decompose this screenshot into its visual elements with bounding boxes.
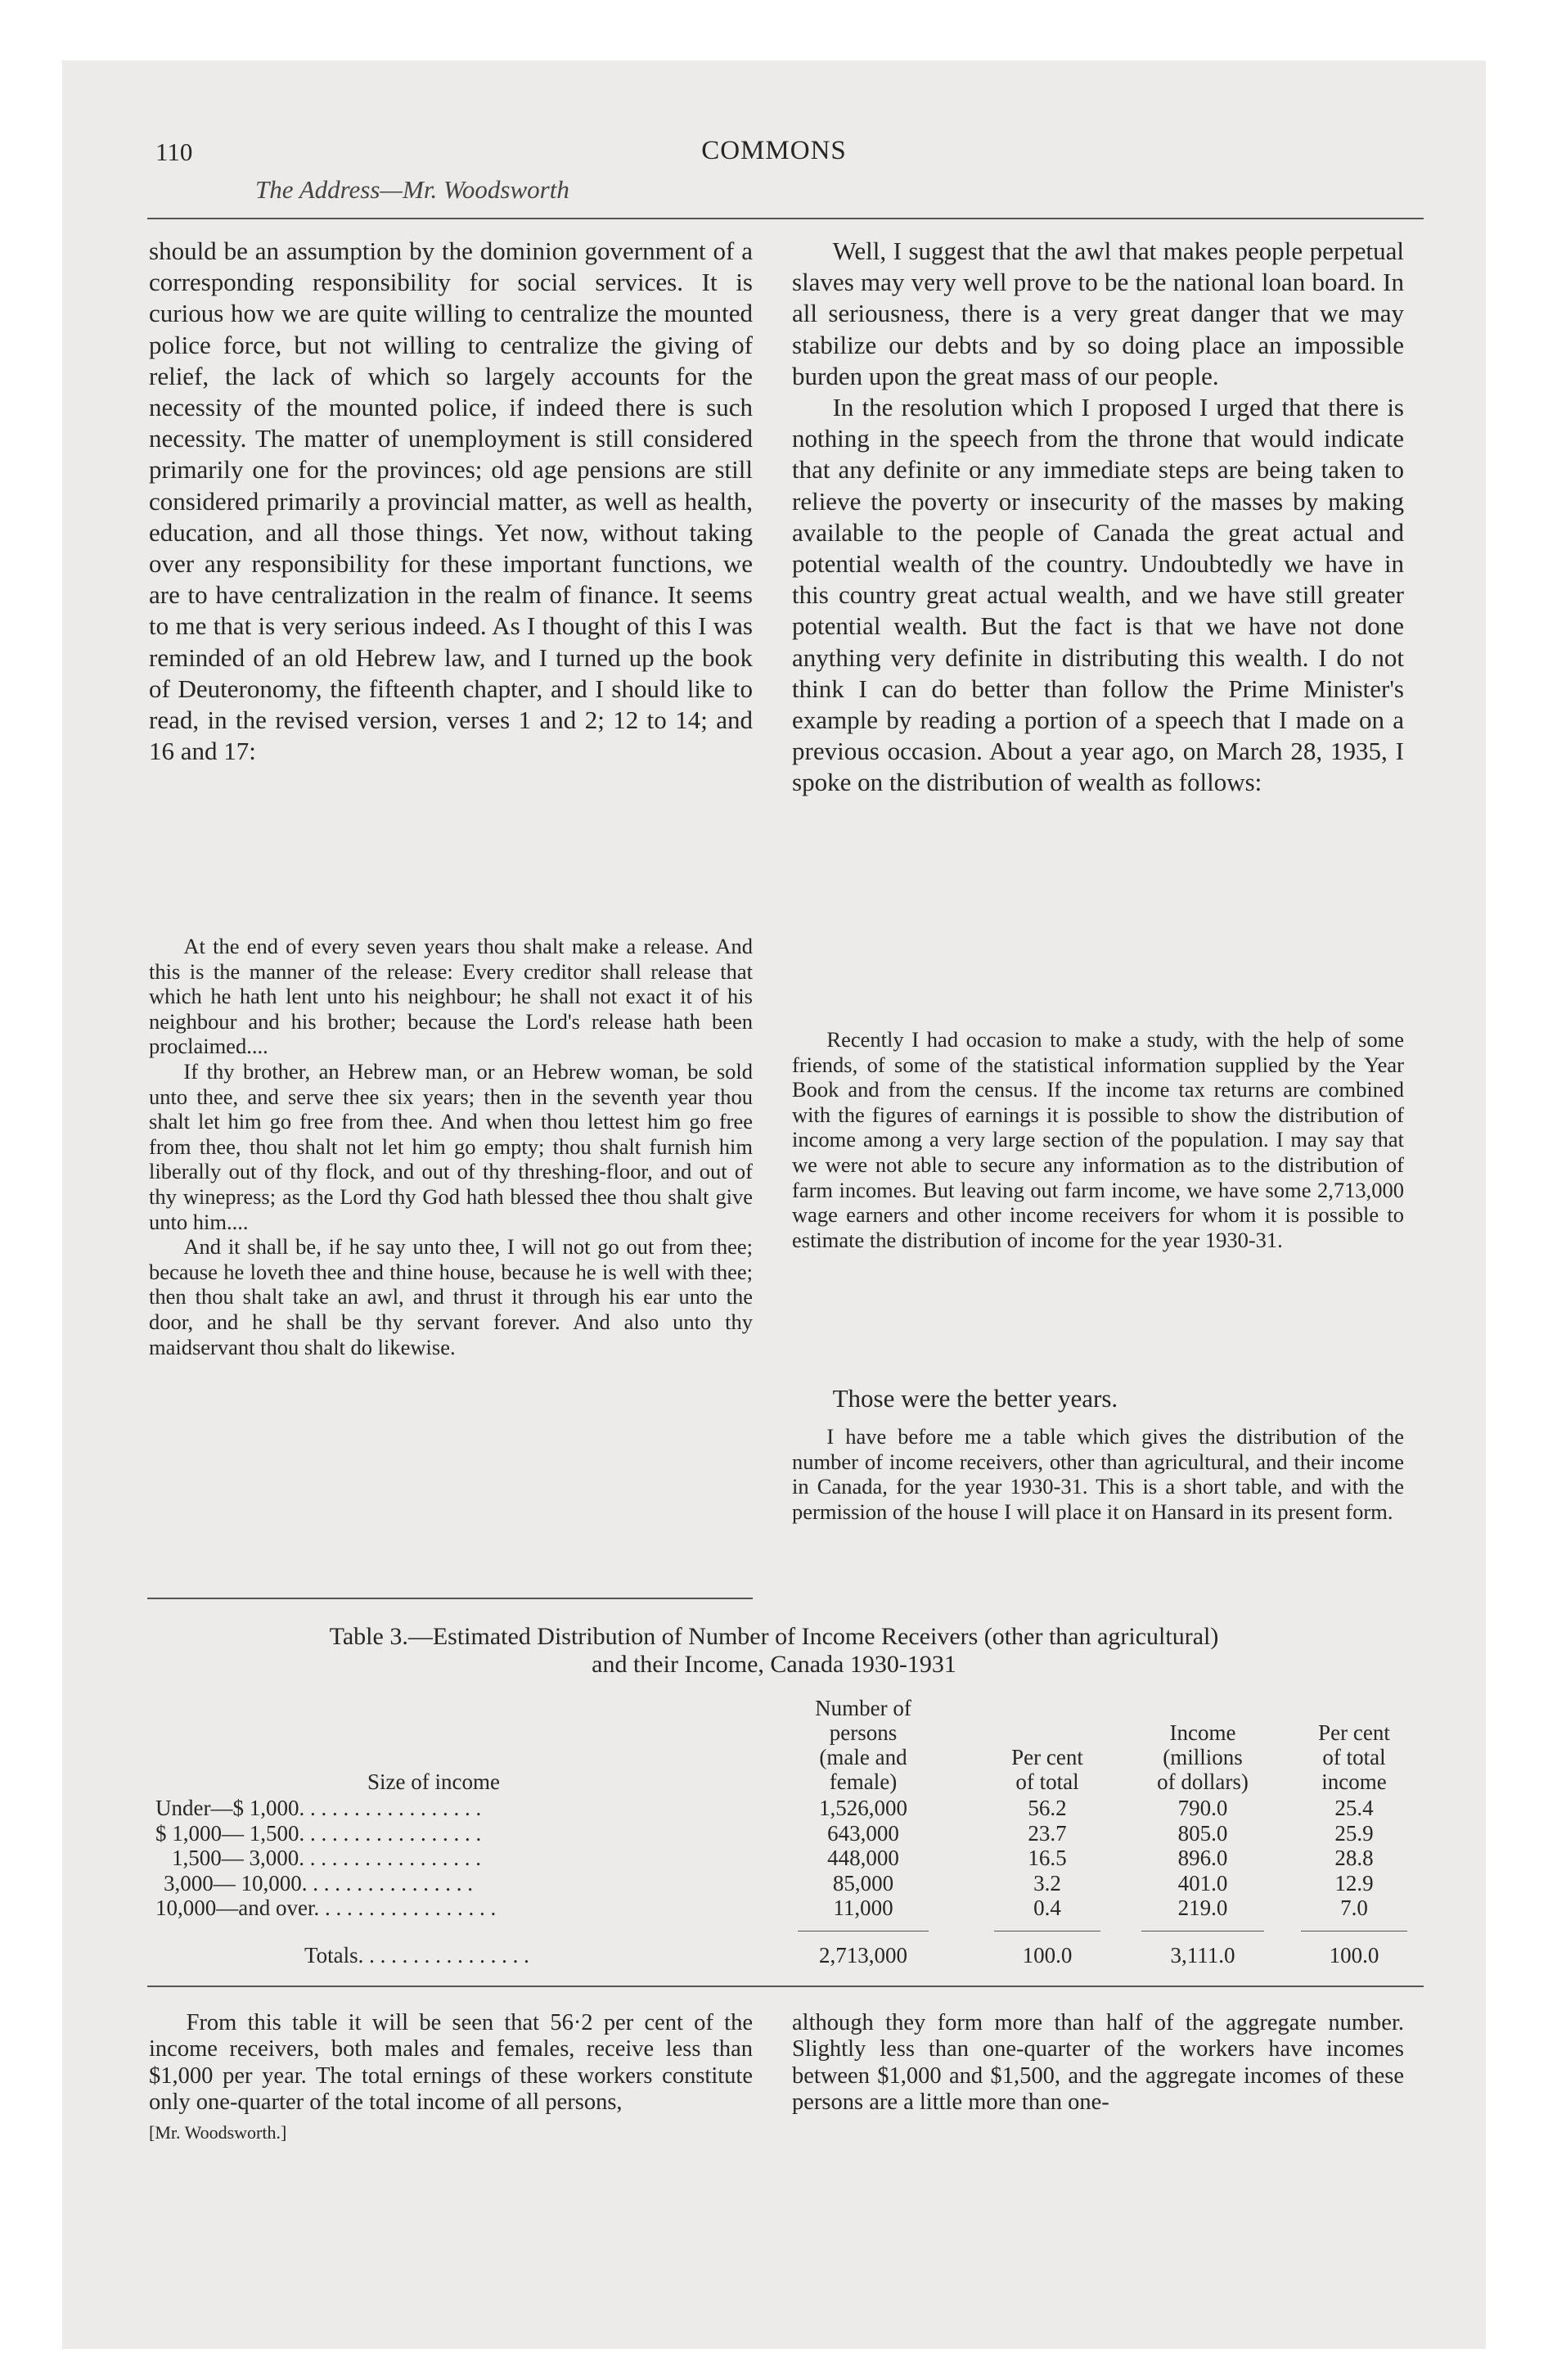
table-caption-line: Table 3.—Estimated Distribution of Number of Income Receivers (other than agricultural) xyxy=(329,1623,1219,1650)
cell-persons: 1,526,000 xyxy=(819,1796,907,1820)
cell-persons: 11,000 xyxy=(833,1895,893,1920)
totals-label-text: Totals xyxy=(304,1943,358,1968)
footer-paragraph: although they form more than half of the aggregate number. Slightly less than one-quarter of the workers have incomes between $1,000 and $1,500, and the aggregate incomes of these persons are a little more than one- xyxy=(792,2010,1404,2116)
header-income xyxy=(1113,1720,1293,1794)
left-column-text xyxy=(149,236,753,767)
cell-income: 401.0 xyxy=(1177,1870,1228,1895)
cell-income: 896.0 xyxy=(1177,1846,1228,1870)
footer-left xyxy=(149,2010,753,2146)
cell-income: 805.0 xyxy=(1177,1820,1228,1846)
running-head: The Address—Mr. Woodsworth xyxy=(255,175,569,204)
cell-persons: 85,000 xyxy=(832,1870,894,1895)
quote-paragraph: I have before me a table which gives the distribution of the number of income receivers, other than agricultural, and their income in Canada, for the year 1930-31. This is a short table, and with the permission of the house I will place it on Hansard in its present form. xyxy=(792,1424,1404,1524)
header-line: of total xyxy=(1322,1745,1386,1769)
cell-pct-income: 28.8 xyxy=(1334,1846,1374,1870)
section-rule xyxy=(147,1598,753,1599)
cell-pct-income: 12.9 xyxy=(1334,1870,1374,1895)
totals-pct-income: 100.0 xyxy=(1329,1943,1379,1968)
table-caption xyxy=(123,1623,1425,1679)
cell-pct: 16.5 xyxy=(1028,1846,1067,1870)
header-line: Number of xyxy=(815,1696,911,1720)
row-label: $ 1,000— 1,500 xyxy=(155,1820,299,1846)
right-column-quote xyxy=(792,1027,1404,1252)
header-line: persons xyxy=(829,1720,898,1745)
right-paragraph: Those were the better years. xyxy=(832,1384,1118,1413)
header-pct-income xyxy=(1272,1720,1436,1794)
header-line: (millions xyxy=(1163,1745,1243,1769)
totals-pct: 100.0 xyxy=(1022,1943,1073,1968)
quote-paragraph: And it shall be, if he say unto thee, I will not go out from thee; because he loveth thee and thine house, because he is well with thee; then thou shalt take an awl, and thrust it through his ear unto the door, and he shall be thy servant forever. And also unto thy maidservant thou shalt do likewise. xyxy=(149,1234,753,1359)
cell-pct-income: 25.9 xyxy=(1334,1820,1374,1846)
cell-pct-income: 25.4 xyxy=(1334,1796,1374,1820)
pct-column xyxy=(965,1796,1129,1921)
table-caption-line: and their Income, Canada 1930-1931 xyxy=(592,1651,956,1678)
table-row-label: 1,500— 3,000. . . . . . . . . . . . . . . . . xyxy=(172,1846,481,1870)
header-rule xyxy=(147,218,1424,219)
totals-income: 3,111.0 xyxy=(1170,1943,1235,1968)
header-line: Income xyxy=(1169,1720,1236,1745)
row-label: 3,000— 10,000 xyxy=(164,1870,302,1895)
header-line: of dollars) xyxy=(1157,1769,1249,1794)
cell-income: 790.0 xyxy=(1177,1796,1228,1820)
size-column xyxy=(155,1796,753,1921)
cell-pct: 0.4 xyxy=(1033,1895,1061,1920)
table-bottom-rule xyxy=(147,1986,1424,1987)
quote-paragraph: Recently I had occasion to make a study, with the help of some friends, of some of the statistical information supplied by the Year Book and from the census. If the income tax returns are combined with the figures of earnings it is possible to show the distribution of income among a very large section of the population. I may say that we were not able to secure any information as to the distribution of farm incomes. But leaving out farm income, we have some 2,713,000 wage earners and other income receivers for whom it is possible to estimate the distribution of income for the year 1930-31. xyxy=(792,1027,1404,1252)
quote-paragraph: If thy brother, an Hebrew man, or an Hebrew woman, be sold unto thee, and serve thee six years; then in the seventh year thou shalt let him go free from thee. And when thou lettest him go free from thee, thou shalt not let him go empty; thou shalt furnish him liberally out of thy flock, and out of thy threshing-floor, and out of thy winepress; as the Lord thy God hath blessed thee thou shalt give unto him.... xyxy=(149,1058,753,1234)
header-line: income xyxy=(1321,1769,1387,1794)
cell-pct: 56.2 xyxy=(1028,1796,1067,1820)
totals-persons: 2,713,000 xyxy=(819,1943,907,1968)
pct-income-column xyxy=(1272,1796,1436,1921)
cell-pct-income: 7.0 xyxy=(1340,1895,1368,1920)
cell-pct: 3.2 xyxy=(1033,1870,1061,1895)
table-row-label: 3,000— 10,000. . . . . . . . . . . . . . . . xyxy=(164,1870,473,1895)
persons-column xyxy=(769,1796,957,1921)
quote-paragraph: At the end of every seven years thou shalt make a release. And this is the manner of the release: Every creditor shall release that which he hath lent unto his neighbour; he shall not exact it of his neighbour and his brother; because the Lord's release hath been proclaimed.... xyxy=(149,934,753,1059)
header-line: (male and xyxy=(819,1745,907,1769)
table-row-label: 10,000—and over. . . . . . . . . . . . . . . . . xyxy=(155,1895,497,1920)
totals-label: Totals. . . . . . . . . . . . . . . . xyxy=(304,1943,529,1968)
left-column-quote xyxy=(149,934,753,1359)
left-paragraph: should be an assumption by the dominion government of a corresponding responsibility for social services. It is curious how we are quite willing to centralize the mounted police force, but not willing to centralize the giving of relief, the lack of which so largely accounts for the necessity of the mounted police, if indeed there is such necessity. The matter of unemployment is still considered primarily one for the provinces; old age pensions are still considered primarily a provincial matter, as well as health, education, and all those things. Yet now, without taking over any responsibility for these important functions, we are to have centralization in the realm of finance. It seems to me that is very serious indeed. As I thought of this I was reminded of an old Hebrew law, and I turned up the book of Deuteronomy, the fifteenth chapter, and I should like to read, in the revised version, verses 1 and 2; 12 to 14; and 16 and 17: xyxy=(149,237,753,766)
header-line: Per cent xyxy=(1011,1745,1083,1769)
footer-right xyxy=(792,2010,1404,2116)
page-title: COMMONS xyxy=(701,136,847,165)
right-column-quote-2 xyxy=(792,1424,1404,1524)
header-pct xyxy=(965,1745,1129,1794)
page-number: 110 xyxy=(155,137,193,166)
cell-income: 219.0 xyxy=(1177,1895,1228,1920)
header-line: Per cent xyxy=(1318,1720,1390,1745)
income-column xyxy=(1113,1796,1293,1921)
right-paragraph: In the resolution which I proposed I urged that there is nothing in the speech from the throne that would indicate that any definite or any immediate steps are being taken to relieve the poverty or insecurity of the masses by making available to the people of Canada the great actual and potential wealth of the country. Undoubtedly we have in this country great actual wealth, and we have still greater potential wealth. But the fact is that we have not done anything very definite in distributing this wealth. I do not think I can do better than follow the Prime Minister's example by reading a portion of a speech that I made on a previous occasion. About a year ago, on March 28, 1935, I spoke on the distribution of wealth as follows: xyxy=(792,393,1404,797)
row-label: Under—$ 1,000 xyxy=(155,1796,299,1820)
header-line: of total xyxy=(1015,1769,1079,1794)
speaker-tag: [Mr. Woodsworth.] xyxy=(149,2121,287,2143)
footer-paragraph: From this table it will be seen that 56·2 per cent of the income receivers, both males and females, receive less than $1,000 per year. The total ernings of these workers constitute only one-quarter of the total income of all persons, xyxy=(149,2010,753,2116)
right-column-text-2 xyxy=(792,1383,1404,1414)
cell-persons: 448,000 xyxy=(827,1846,899,1870)
row-label: 1,500— 3,000 xyxy=(172,1846,299,1870)
cell-pct: 23.7 xyxy=(1028,1820,1067,1846)
row-label: 10,000—and over xyxy=(155,1895,314,1920)
right-column-text xyxy=(792,236,1404,799)
table-row-label: $ 1,000— 1,500. . . . . . . . . . . . . . . . . xyxy=(155,1820,482,1846)
header-line: female) xyxy=(829,1769,898,1794)
table-row-label: Under—$ 1,000. . . . . . . . . . . . . . . . . xyxy=(155,1796,482,1820)
cell-persons: 643,000 xyxy=(827,1820,899,1846)
right-paragraph: Well, I suggest that the awl that makes people perpetual slaves may very well prove to be the national loan board. In all seriousness, there is a very great danger that we may stabilize our debts and by so doing place an impossible burden upon the great mass of our people. xyxy=(792,237,1404,390)
header-size: Size of income xyxy=(367,1769,500,1794)
header-persons xyxy=(769,1696,957,1794)
